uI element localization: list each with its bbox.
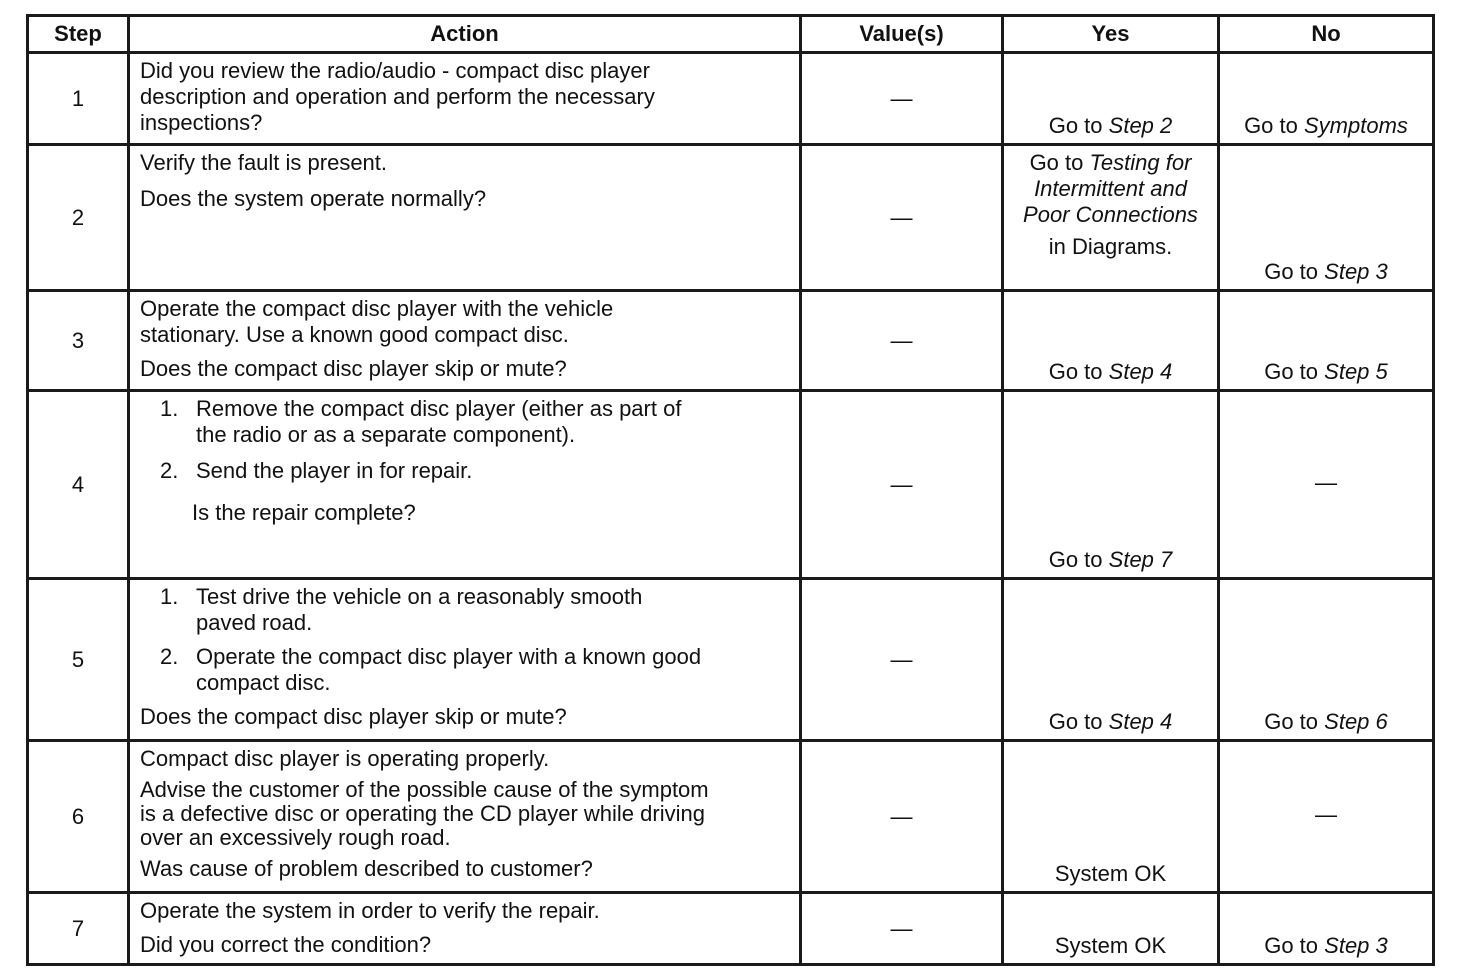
action-text: Compact disc player is operating properly.: [140, 746, 550, 771]
action-cell: [129, 893, 801, 965]
table-row: [28, 741, 1434, 893]
list-text: compact disc.: [196, 670, 331, 695]
list-text: Test drive the vehicle on a reasonably smooth: [196, 584, 643, 609]
step-number: 7: [28, 893, 129, 965]
list-text: Operate the compact disc player with a known good: [196, 644, 702, 669]
action-text: over an excessively rough road.: [140, 825, 451, 850]
action-text: stationary. Use a known good compact disc.: [140, 322, 569, 347]
value-cell: [801, 291, 1003, 391]
list-text: paved road.: [196, 610, 313, 635]
no-link[interactable]: Step 6: [1324, 709, 1388, 734]
action-cell: [129, 741, 801, 893]
table-row: [28, 893, 1434, 965]
list-text: Send the player in for repair.: [196, 458, 473, 483]
action-text: is a defective disc or operating the CD player while driving: [140, 801, 705, 826]
yes-cell: [1003, 741, 1219, 893]
action-text: Operate the system in order to verify the repair.: [140, 898, 600, 923]
yes-cell: [1003, 579, 1219, 741]
list-item: [140, 458, 789, 484]
goto-label: Go to: [1048, 359, 1103, 384]
action-text: Advise the customer of the possible cause of the symptom: [140, 777, 709, 802]
yes-link[interactable]: Step 2: [1108, 113, 1173, 138]
list-text: Remove the compact disc player (either as part of: [196, 396, 682, 421]
value-cell: [801, 893, 1003, 965]
list-number: 1.: [160, 584, 179, 609]
value-cell: [801, 391, 1003, 579]
yes-cell: [1003, 291, 1219, 391]
no-cell: [1219, 145, 1434, 291]
action-text: Operate the compact disc player with the vehicle: [140, 296, 614, 321]
yes-link[interactable]: Step 7: [1108, 547, 1173, 572]
action-cell: [129, 579, 801, 741]
list-text: the radio or as a separate component).: [196, 422, 576, 447]
step-number: 5: [28, 579, 129, 741]
header-values: Value(s): [801, 16, 1003, 53]
value-dash: —: [890, 646, 913, 672]
action-question: Did you correct the condition?: [140, 932, 432, 957]
step-number: 2: [28, 145, 129, 291]
value-cell: [801, 53, 1003, 145]
goto-label: Go to: [1048, 113, 1103, 138]
table-row: [28, 291, 1434, 391]
step-number: 1: [28, 53, 129, 145]
goto-label: Go to: [1048, 547, 1103, 572]
yes-cell: [1003, 53, 1219, 145]
yes-cell: [1003, 893, 1219, 965]
action-text: Did you review the radio/audio - compact disc player: [140, 58, 650, 83]
value-dash: —: [890, 915, 913, 941]
list-number: 2.: [160, 458, 179, 483]
yes-suffix: in Diagrams.: [1048, 234, 1173, 259]
action-list: [140, 396, 789, 484]
diagnostic-table: [26, 14, 1435, 966]
action-text: inspections?: [140, 110, 263, 135]
value-cell: [801, 145, 1003, 291]
list-number: 1.: [160, 396, 179, 421]
value-cell: [801, 741, 1003, 893]
header-action: Action: [129, 16, 801, 53]
header-step: Step: [28, 16, 129, 53]
yes-link[interactable]: Poor Connections: [1023, 202, 1198, 227]
list-item: [140, 584, 789, 636]
no-cell: [1219, 291, 1434, 391]
goto-label: Go to: [1264, 933, 1319, 958]
goto-label: Go to: [1029, 150, 1084, 175]
action-cell: [129, 53, 801, 145]
goto-label: Go to: [1264, 259, 1319, 284]
yes-result: System OK: [1054, 933, 1167, 958]
goto-label: Go to: [1048, 709, 1103, 734]
step-number: 6: [28, 741, 129, 893]
value-dash: —: [890, 803, 913, 829]
table-row: [28, 145, 1434, 291]
no-cell: [1219, 741, 1434, 893]
action-cell: [129, 391, 801, 579]
value-dash: —: [890, 85, 913, 111]
value-dash: —: [890, 327, 913, 353]
action-question: Does the system operate normally?: [140, 186, 487, 211]
table-row: [28, 53, 1434, 145]
header-no: No: [1219, 16, 1434, 53]
table-row: [28, 579, 1434, 741]
no-link[interactable]: Step 3: [1324, 933, 1388, 958]
no-link[interactable]: Symptoms: [1304, 113, 1408, 138]
value-dash: —: [890, 471, 913, 497]
goto-label: Go to: [1244, 113, 1298, 138]
goto-label: Go to: [1264, 709, 1319, 734]
yes-link[interactable]: Step 4: [1108, 359, 1173, 384]
step-number: 3: [28, 291, 129, 391]
yes-cell: [1003, 145, 1219, 291]
no-cell: [1219, 579, 1434, 741]
value-dash: —: [890, 204, 913, 230]
action-cell: [129, 291, 801, 391]
action-text: Verify the fault is present.: [140, 150, 388, 175]
list-item: [140, 644, 789, 696]
no-link[interactable]: Step 5: [1324, 359, 1388, 384]
no-dash: —: [1315, 801, 1337, 827]
header-yes: Yes: [1003, 16, 1219, 53]
action-cell: [129, 145, 801, 291]
action-question: Is the repair complete?: [192, 500, 416, 525]
list-number: 2.: [160, 644, 179, 669]
action-text: description and operation and perform the necessary: [140, 84, 655, 109]
table-row: [28, 391, 1434, 579]
action-question: Does the compact disc player skip or mute?: [140, 704, 567, 729]
no-dash: —: [1315, 469, 1337, 495]
no-link[interactable]: Step 3: [1324, 259, 1388, 284]
value-cell: [801, 579, 1003, 741]
yes-cell: [1003, 391, 1219, 579]
no-cell: [1219, 53, 1434, 145]
list-item: [140, 396, 789, 448]
action-list: [140, 584, 789, 696]
step-number: 4: [28, 391, 129, 579]
goto-label: Go to: [1264, 359, 1319, 384]
yes-link[interactable]: Step 4: [1108, 709, 1173, 734]
yes-link[interactable]: Intermittent and: [1034, 176, 1187, 201]
action-question: Was cause of problem described to customer?: [140, 856, 593, 881]
no-cell: [1219, 391, 1434, 579]
yes-link[interactable]: Testing for: [1089, 150, 1192, 175]
no-cell: [1219, 893, 1434, 965]
action-question: Does the compact disc player skip or mute?: [140, 356, 567, 381]
header-row: [28, 16, 1434, 53]
yes-result: System OK: [1054, 861, 1167, 886]
